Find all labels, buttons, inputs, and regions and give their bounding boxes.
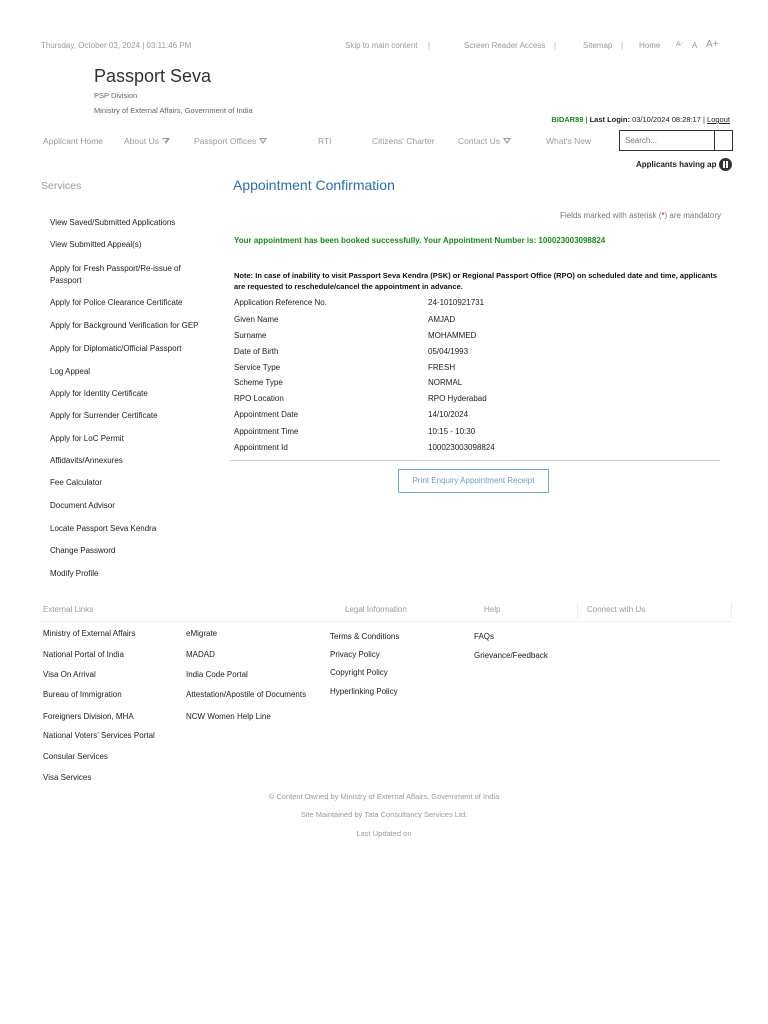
site-division: PSP Division	[94, 91, 138, 100]
sidebar-item-apply-surrender-certificate[interactable]: Apply for Surrender Certificate	[50, 411, 158, 420]
separator: |	[585, 115, 588, 124]
row-label-rpo-location: RPO Location	[234, 394, 284, 403]
chevron-down-icon	[503, 138, 511, 144]
sidebar-item-apply-background-verification[interactable]: Apply for Background Verification for GEP	[50, 321, 199, 330]
row-value-appointment-date: 14/10/2024	[428, 410, 469, 419]
asterisk: *	[661, 211, 665, 220]
nav-applicant-home[interactable]: Applicant Home	[43, 136, 104, 146]
footer-link-terms[interactable]: Terms & Conditions	[330, 632, 400, 641]
row-label-surname: Surname	[234, 331, 267, 340]
footer-link-faqs[interactable]: FAQs	[474, 632, 495, 641]
font-decrease-button[interactable]: A-	[676, 41, 683, 48]
footer-link-visa-services[interactable]: Visa Services	[43, 773, 92, 782]
chevron-down-icon	[162, 138, 170, 144]
footer-link-bureau-immigration[interactable]: Bureau of Immigration	[43, 690, 122, 699]
sidebar-item-document-advisor[interactable]: Document Advisor	[50, 501, 115, 510]
row-label-scheme-type: Scheme Type	[234, 378, 283, 387]
separator: |	[703, 115, 705, 124]
font-normal-button[interactable]: A	[692, 41, 698, 50]
separator: |	[428, 41, 431, 50]
sidebar-item-view-saved-applications[interactable]: View Saved/Submitted Applications	[50, 218, 176, 227]
sidebar-item-locate-psk[interactable]: Locate Passport Seva Kendra	[50, 524, 157, 533]
footer-maintainer: Site Maintained by Tata Consultancy Services Ltd.	[300, 810, 468, 819]
footer-link-attestation[interactable]: Attestation/Apostile of Documents	[186, 690, 307, 699]
footer-link-consular-services[interactable]: Consular Services	[43, 752, 108, 761]
screen-reader-access-link[interactable]: Screen Reader Access	[464, 41, 546, 50]
nav-rti[interactable]: RTI	[318, 136, 332, 146]
skip-to-main-link[interactable]: Skip to main content	[345, 41, 418, 50]
mandatory-suffix: ) are mandatory	[664, 211, 721, 220]
sidebar-item-apply-loc-permit[interactable]: Apply for LoC Permit	[50, 434, 124, 443]
footer-link-privacy[interactable]: Privacy Policy	[330, 650, 380, 659]
row-value-scheme-type: NORMAL	[428, 378, 463, 387]
services-heading: Services	[41, 180, 82, 192]
footer-legal-heading: Legal Information	[345, 605, 407, 614]
page-title: Appointment Confirmation	[233, 177, 395, 193]
chevron-down-icon	[259, 138, 267, 144]
search-button[interactable]	[715, 130, 733, 151]
row-label-appointment-date: Appointment Date	[234, 410, 299, 419]
sidebar-item-apply-identity-certificate[interactable]: Apply for Identity Certificate	[50, 389, 148, 398]
sitemap-link[interactable]: Sitemap	[583, 41, 613, 50]
sidebar-item-fee-calculator[interactable]: Fee Calculator	[50, 478, 103, 487]
row-value-application-ref: 24-1010921731	[428, 298, 485, 307]
pause-icon[interactable]	[719, 158, 732, 171]
nav-passport-offices-label: Passport Offices	[194, 136, 257, 146]
footer-content-owner: © Content Owned by Ministry of External Affairs, Government of India	[268, 792, 500, 801]
footer-link-national-portal[interactable]: National Portal of India	[43, 650, 124, 659]
separator: |	[554, 41, 557, 50]
sidebar-item-apply-diplomatic-passport[interactable]: Apply for Diplomatic/Official Passport	[50, 344, 182, 353]
nav-about-us-label: About Us	[124, 136, 159, 146]
footer-link-hyperlinking[interactable]: Hyperlinking Policy	[330, 687, 398, 696]
sidebar-item-log-appeal[interactable]: Log Appeal	[50, 367, 91, 376]
search-input[interactable]	[619, 130, 715, 151]
nav-passport-offices[interactable]	[194, 136, 267, 146]
site-title: Passport Seva	[94, 66, 212, 86]
site-ministry: Ministry of External Affairs, Government of India	[94, 106, 253, 115]
last-login-value: 03/10/2024 08:28:17	[632, 115, 701, 124]
row-value-rpo-location: RPO Hyderabad	[428, 394, 487, 403]
row-label-appointment-id: Appointment Id	[234, 443, 288, 452]
row-label-given-name: Given Name	[234, 315, 279, 324]
home-link[interactable]: Home	[639, 41, 661, 50]
nav-whats-new[interactable]: What's New	[546, 136, 592, 146]
success-message: Your appointment has been booked successfully. Your Appointment Number is: 100023003098824	[234, 236, 606, 245]
footer-divider	[577, 602, 578, 619]
row-value-dob: 05/04/1993	[428, 347, 469, 356]
logout-link[interactable]: Logout	[707, 115, 730, 124]
footer-link-india-code[interactable]: India Code Portal	[186, 670, 248, 679]
username: BIDAR89	[551, 115, 584, 124]
sidebar-item-apply-fresh-passport[interactable]: Apply for Fresh Passport/Re-issue of Passport	[50, 264, 181, 285]
nav-about-us[interactable]	[124, 136, 170, 146]
appointment-note: Note: In case of inability to visit Passport Seva Kendra (PSK) or Regional Passport Office (RPO) on scheduled date and time, applicants are requested to reschedule/cancel the appointment in advance.	[234, 271, 718, 291]
login-info	[551, 115, 730, 124]
footer-link-ncw-helpline[interactable]: NCW Women Help Line	[186, 712, 271, 721]
footer-link-copyright[interactable]: Copyright Policy	[330, 668, 388, 677]
news-ticker: Applicants having ap	[636, 160, 717, 169]
sidebar-item-modify-profile[interactable]: Modify Profile	[50, 569, 99, 578]
footer-link-foreigners-division[interactable]: Foreigners Division, MHA	[43, 712, 134, 721]
current-datetime: Thursday, October 03, 2024 | 03:11:46 PM	[41, 41, 192, 50]
footer-help-heading: Help	[484, 605, 501, 614]
mandatory-note	[560, 211, 721, 220]
footer-link-madad[interactable]: MADAD	[186, 650, 215, 659]
sidebar-item-apply-police-clearance[interactable]: Apply for Police Clearance Certificate	[50, 298, 183, 307]
footer-connect-heading: Connect with Us	[587, 605, 646, 614]
row-label-service-type: Service Type	[234, 363, 281, 372]
footer-external-links-heading: External Links	[43, 605, 94, 614]
row-value-appointment-id: 100023003098824	[428, 443, 495, 452]
row-value-given-name: AMJAD	[428, 315, 456, 324]
footer-link-grievance[interactable]: Grievance/Feedback	[474, 651, 548, 660]
print-receipt-button[interactable]: Print Enquiry Appointment Receipt	[398, 469, 549, 493]
footer-link-mea[interactable]: Ministry of External Affairs	[43, 629, 136, 638]
nav-contact-us[interactable]	[458, 136, 511, 146]
row-label-application-ref: Application Reference No.	[234, 298, 327, 307]
footer-link-visa-on-arrival[interactable]: Visa On Arrival	[43, 670, 96, 679]
footer-last-updated: Last Updated on	[356, 829, 412, 838]
footer-divider	[731, 602, 732, 619]
sidebar-item-change-password[interactable]: Change Password	[50, 546, 116, 555]
footer-link-voters-portal[interactable]: National Voters' Services Portal	[43, 731, 155, 740]
mandatory-prefix: Fields marked with asterisk (	[560, 211, 662, 220]
row-label-dob: Date of Birth	[234, 347, 279, 356]
footer-link-emigrate[interactable]: eMigrate	[186, 629, 218, 638]
section-divider	[230, 460, 720, 461]
row-value-surname: MOHAMMED	[428, 331, 477, 340]
sidebar-item-affidavits-annexures[interactable]: Affidavits/Annexures	[50, 456, 123, 465]
row-value-service-type: FRESH	[428, 363, 456, 372]
sidebar-item-view-submitted-appeals[interactable]: View Submitted Appeal(s)	[50, 240, 142, 249]
separator: |	[621, 41, 624, 50]
last-login-label: Last Login:	[589, 115, 630, 124]
nav-citizens-charter[interactable]: Citizens' Charter	[372, 136, 435, 146]
nav-contact-us-label: Contact Us	[458, 136, 501, 146]
font-increase-button[interactable]: A+	[706, 39, 719, 50]
row-value-appointment-time: 10:15 - 10:30	[428, 427, 476, 436]
row-label-appointment-time: Appointment Time	[234, 427, 299, 436]
